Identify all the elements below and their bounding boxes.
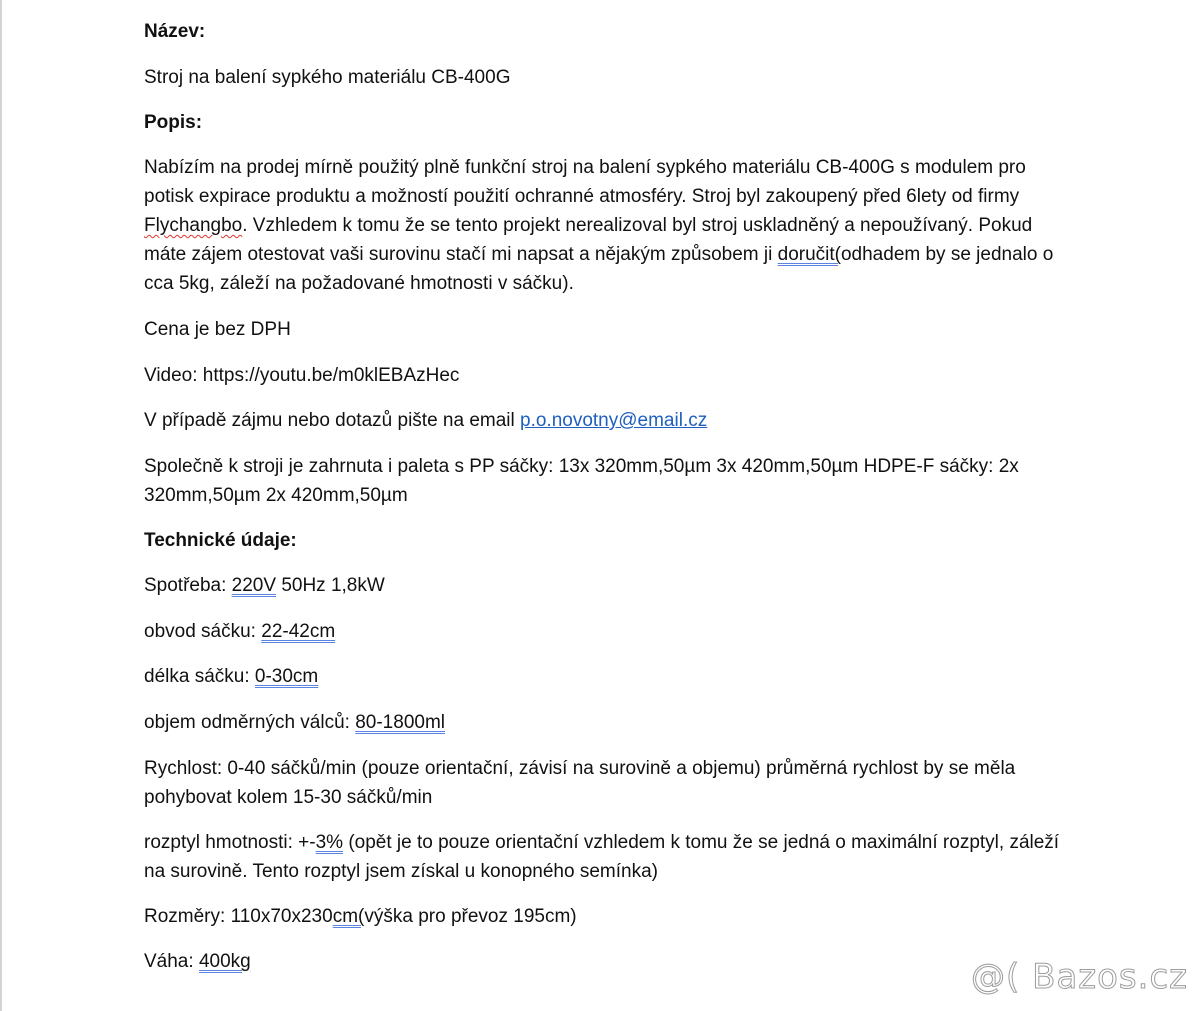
consumption-voltage: 220V xyxy=(231,575,277,596)
description-part3: odhadem by se jednalo o cca 5kg, záleží na požadované hmotnosti v sáčku). xyxy=(144,244,1054,294)
weight-label: Váha: xyxy=(144,951,199,972)
spec-dimensions xyxy=(144,902,1064,931)
description-part1: Nabízím na prodej mírně použitý plně funkční stroj na balení sypkého materiálu CB-400G s modulem pro potisk expirace produktu a možností použití ochranné atmosféry. Stroj byl zakoupený před 6lety od firmy xyxy=(144,157,1026,207)
bag-length-value: 0-30cm xyxy=(254,666,319,687)
bag-circumference-label: obvod sáčku: xyxy=(144,621,262,642)
spec-bag-length xyxy=(144,662,1064,691)
bag-length-label: délka sáčku: xyxy=(144,666,255,687)
email-link[interactable]: p.o.novotny@email.cz xyxy=(520,410,708,431)
weight-spread-label: rozptyl hmotnosti: +- xyxy=(144,832,316,853)
accessories-paragraph: Společně k stroji je zahrnuta i paleta s PP sáčky: 13x 320mm,50µm 3x 420mm,50µm HDPE-F sáčky: 2x 320mm,50µm 2x 420mm,50µm xyxy=(144,456,1019,506)
name-value: Stroj na balení sypkého materiálu CB-400G xyxy=(144,67,511,88)
contact-line xyxy=(144,406,1064,435)
spec-bag-circumference xyxy=(144,617,1064,646)
tech-heading: Technické údaje: xyxy=(144,530,297,551)
spec-cylinder-volume xyxy=(144,708,1064,737)
description-heading: Popis: xyxy=(144,112,203,133)
description-part2: . Vzhledem k tomu že se tento projekt nerealizoval byl stroj uskladněný a nepoužívaný. Pokud máte zájem otestovat vaši surovinu stačí mi napsat a nějakým způsobem ji xyxy=(144,215,1033,265)
dimensions-label: Rozměry: 110x70x230 xyxy=(144,906,333,927)
description-paragraph xyxy=(144,153,1064,298)
price-note: Cena je bez DPH xyxy=(144,319,291,340)
bag-circumference-value: 22-42cm xyxy=(261,621,336,642)
contact-prefix: V případě zájmu nebo dotazů pište na email xyxy=(144,410,521,431)
weight-value: 400kg xyxy=(198,951,251,972)
company-name: Flychangbo xyxy=(144,215,243,236)
page-edge xyxy=(0,0,2,1011)
spec-speed: Rychlost: 0-40 sáčků/min (pouze orientační, závisí na surovině a objemu) průměrná rychlost by se měla pohybovat kolem 15-30 sáčků/min xyxy=(144,758,1016,808)
consumption-rest: 50Hz 1,8kW xyxy=(276,575,385,596)
cylinder-volume-value: 80-1800ml xyxy=(355,712,445,733)
deliver-word: doručit( xyxy=(777,244,841,265)
name-heading: Název: xyxy=(144,21,206,42)
weight-spread-value: 3% xyxy=(315,832,344,853)
weight-spread-rest: (opět je to pouze orientační vzhledem k tomu že se jedná o maximální rozptyl, záleží na surovině. Tento rozptyl jsem získal u konopného semínka) xyxy=(144,832,1060,882)
spec-weight xyxy=(144,947,1064,976)
video-line: Video: https://youtu.be/m0klEBAzHec xyxy=(144,365,460,386)
spec-consumption xyxy=(144,571,1064,600)
spec-weight-spread xyxy=(144,828,1064,886)
dimensions-rest: výška pro převoz 195cm) xyxy=(364,906,577,927)
cylinder-volume-label: objem odměrných válců: xyxy=(144,712,356,733)
dimensions-unit: cm( xyxy=(332,906,365,927)
bazos-watermark: @( Bazos.cz xyxy=(971,957,1188,997)
consumption-label: Spotřeba: xyxy=(144,575,232,596)
